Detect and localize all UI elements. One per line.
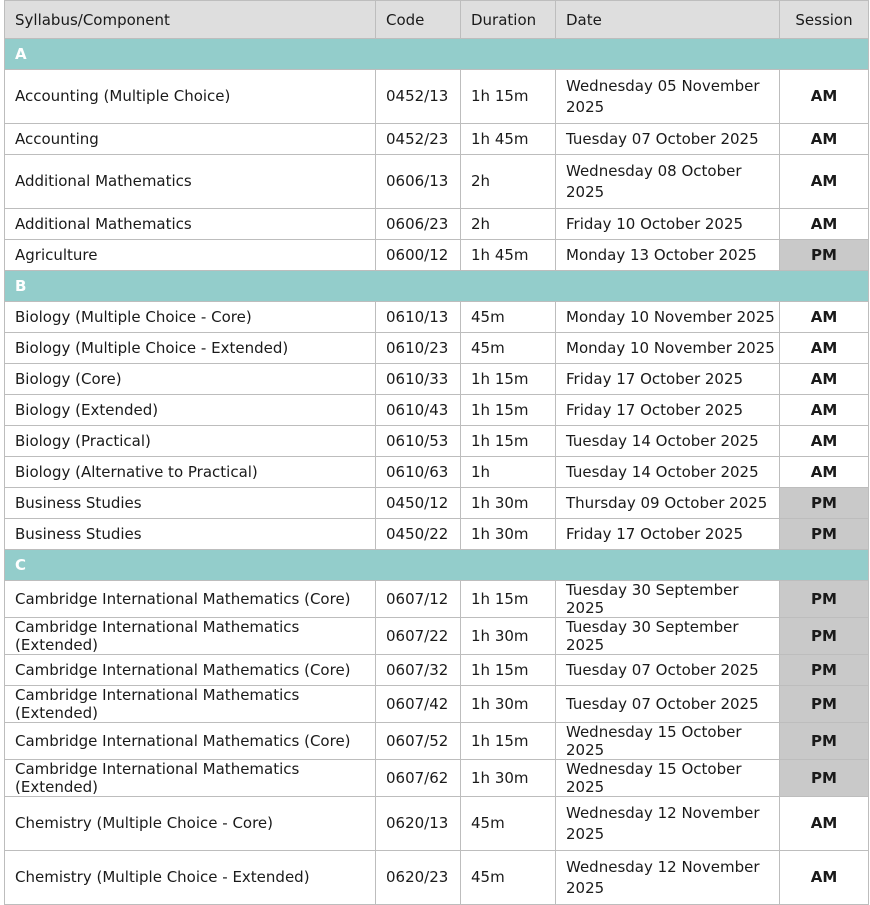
cell-code: 0607/52 xyxy=(376,723,461,760)
cell-code: 0450/22 xyxy=(376,519,461,550)
cell-duration: 1h xyxy=(461,457,556,488)
cell-duration: 45m xyxy=(461,851,556,905)
cell-date: Friday 10 October 2025 xyxy=(556,209,780,240)
cell-duration: 1h 30m xyxy=(461,686,556,723)
cell-duration: 1h 15m xyxy=(461,581,556,618)
cell-session: PM xyxy=(780,655,869,686)
cell-syllabus: Accounting (Multiple Choice) xyxy=(5,70,376,124)
cell-code: 0607/22 xyxy=(376,618,461,655)
cell-duration: 1h 30m xyxy=(461,760,556,797)
cell-session: AM xyxy=(780,426,869,457)
cell-syllabus: Agriculture xyxy=(5,240,376,271)
cell-syllabus: Cambridge International Mathematics (Core) xyxy=(5,581,376,618)
cell-session: AM xyxy=(780,797,869,851)
cell-syllabus: Biology (Core) xyxy=(5,364,376,395)
cell-code: 0606/13 xyxy=(376,155,461,209)
cell-session: AM xyxy=(780,395,869,426)
table-row xyxy=(5,124,869,155)
cell-date: Wednesday 12 November 2025 xyxy=(556,797,780,851)
cell-code: 0610/33 xyxy=(376,364,461,395)
table-row xyxy=(5,686,869,723)
cell-code: 0600/12 xyxy=(376,240,461,271)
table-row xyxy=(5,457,869,488)
cell-syllabus: Cambridge International Mathematics (Core) xyxy=(5,723,376,760)
cell-duration: 1h 15m xyxy=(461,723,556,760)
cell-syllabus: Business Studies xyxy=(5,519,376,550)
cell-date: Tuesday 30 September 2025 xyxy=(556,581,780,618)
cell-session: AM xyxy=(780,209,869,240)
cell-duration: 2h xyxy=(461,209,556,240)
header-syllabus: Syllabus/Component xyxy=(5,1,376,39)
cell-session: PM xyxy=(780,686,869,723)
cell-date: Wednesday 05 November 2025 xyxy=(556,70,780,124)
cell-date: Monday 10 November 2025 xyxy=(556,333,780,364)
cell-session: PM xyxy=(780,760,869,797)
cell-date: Thursday 09 October 2025 xyxy=(556,488,780,519)
cell-session: PM xyxy=(780,519,869,550)
cell-session: AM xyxy=(780,364,869,395)
cell-code: 0607/12 xyxy=(376,581,461,618)
cell-duration: 45m xyxy=(461,333,556,364)
cell-date: Tuesday 07 October 2025 xyxy=(556,124,780,155)
table-row xyxy=(5,302,869,333)
cell-syllabus: Cambridge International Mathematics (Extended) xyxy=(5,760,376,797)
cell-duration: 1h 30m xyxy=(461,618,556,655)
cell-duration: 1h 30m xyxy=(461,488,556,519)
cell-date: Wednesday 15 October 2025 xyxy=(556,723,780,760)
cell-session: AM xyxy=(780,302,869,333)
cell-date: Friday 17 October 2025 xyxy=(556,395,780,426)
cell-session: AM xyxy=(780,70,869,124)
table-row xyxy=(5,797,869,851)
cell-date: Tuesday 07 October 2025 xyxy=(556,655,780,686)
header-duration: Duration xyxy=(461,1,556,39)
cell-syllabus: Biology (Multiple Choice - Extended) xyxy=(5,333,376,364)
cell-code: 0610/43 xyxy=(376,395,461,426)
cell-duration: 1h 15m xyxy=(461,70,556,124)
cell-session: PM xyxy=(780,581,869,618)
cell-syllabus: Additional Mathematics xyxy=(5,209,376,240)
cell-date: Tuesday 30 September 2025 xyxy=(556,618,780,655)
cell-duration: 1h 30m xyxy=(461,519,556,550)
cell-session: AM xyxy=(780,124,869,155)
cell-syllabus: Additional Mathematics xyxy=(5,155,376,209)
cell-syllabus: Cambridge International Mathematics (Extended) xyxy=(5,686,376,723)
cell-duration: 1h 15m xyxy=(461,426,556,457)
cell-duration: 2h xyxy=(461,155,556,209)
cell-code: 0607/32 xyxy=(376,655,461,686)
header-session: Session xyxy=(780,1,869,39)
table-row xyxy=(5,723,869,760)
cell-date: Tuesday 14 October 2025 xyxy=(556,426,780,457)
cell-duration: 1h 45m xyxy=(461,124,556,155)
cell-syllabus: Biology (Multiple Choice - Core) xyxy=(5,302,376,333)
cell-code: 0450/12 xyxy=(376,488,461,519)
table-row xyxy=(5,426,869,457)
cell-code: 0610/53 xyxy=(376,426,461,457)
section-letter: C xyxy=(5,550,869,581)
cell-date: Wednesday 12 November 2025 xyxy=(556,851,780,905)
table-row xyxy=(5,760,869,797)
cell-session: AM xyxy=(780,333,869,364)
section-letter: B xyxy=(5,271,869,302)
cell-code: 0620/13 xyxy=(376,797,461,851)
cell-code: 0606/23 xyxy=(376,209,461,240)
cell-duration: 45m xyxy=(461,797,556,851)
cell-code: 0610/23 xyxy=(376,333,461,364)
cell-session: PM xyxy=(780,488,869,519)
section-header-row xyxy=(5,271,869,302)
table-row xyxy=(5,70,869,124)
cell-date: Monday 10 November 2025 xyxy=(556,302,780,333)
cell-session: AM xyxy=(780,155,869,209)
cell-code: 0620/23 xyxy=(376,851,461,905)
cell-date: Friday 17 October 2025 xyxy=(556,364,780,395)
cell-session: PM xyxy=(780,240,869,271)
cell-duration: 45m xyxy=(461,302,556,333)
section-letter: A xyxy=(5,39,869,70)
cell-syllabus: Biology (Practical) xyxy=(5,426,376,457)
cell-date: Wednesday 08 October 2025 xyxy=(556,155,780,209)
cell-code: 0610/13 xyxy=(376,302,461,333)
header-date: Date xyxy=(556,1,780,39)
cell-duration: 1h 15m xyxy=(461,655,556,686)
cell-date: Tuesday 14 October 2025 xyxy=(556,457,780,488)
cell-duration: 1h 15m xyxy=(461,395,556,426)
section-header-row xyxy=(5,39,869,70)
cell-code: 0452/13 xyxy=(376,70,461,124)
cell-duration: 1h 45m xyxy=(461,240,556,271)
cell-syllabus: Accounting xyxy=(5,124,376,155)
table-row xyxy=(5,618,869,655)
table-row xyxy=(5,581,869,618)
cell-syllabus: Chemistry (Multiple Choice - Extended) xyxy=(5,851,376,905)
cell-date: Monday 13 October 2025 xyxy=(556,240,780,271)
table-row xyxy=(5,364,869,395)
cell-session: PM xyxy=(780,618,869,655)
cell-session: AM xyxy=(780,457,869,488)
table-row xyxy=(5,519,869,550)
table-row xyxy=(5,209,869,240)
cell-syllabus: Cambridge International Mathematics (Extended) xyxy=(5,618,376,655)
cell-code: 0607/42 xyxy=(376,686,461,723)
header-code: Code xyxy=(376,1,461,39)
cell-duration: 1h 15m xyxy=(461,364,556,395)
cell-session: AM xyxy=(780,851,869,905)
cell-date: Friday 17 October 2025 xyxy=(556,519,780,550)
cell-code: 0610/63 xyxy=(376,457,461,488)
header-row xyxy=(5,1,869,39)
cell-syllabus: Biology (Extended) xyxy=(5,395,376,426)
table-row xyxy=(5,333,869,364)
cell-syllabus: Chemistry (Multiple Choice - Core) xyxy=(5,797,376,851)
cell-date: Tuesday 07 October 2025 xyxy=(556,686,780,723)
section-header-row xyxy=(5,550,869,581)
cell-code: 0607/62 xyxy=(376,760,461,797)
table-row xyxy=(5,488,869,519)
cell-syllabus: Biology (Alternative to Practical) xyxy=(5,457,376,488)
cell-code: 0452/23 xyxy=(376,124,461,155)
table-row xyxy=(5,395,869,426)
cell-syllabus: Business Studies xyxy=(5,488,376,519)
cell-date: Wednesday 15 October 2025 xyxy=(556,760,780,797)
exam-timetable xyxy=(4,0,869,905)
cell-syllabus: Cambridge International Mathematics (Core) xyxy=(5,655,376,686)
cell-session: PM xyxy=(780,723,869,760)
table-row xyxy=(5,851,869,905)
table-row xyxy=(5,240,869,271)
table-row xyxy=(5,155,869,209)
table-row xyxy=(5,655,869,686)
